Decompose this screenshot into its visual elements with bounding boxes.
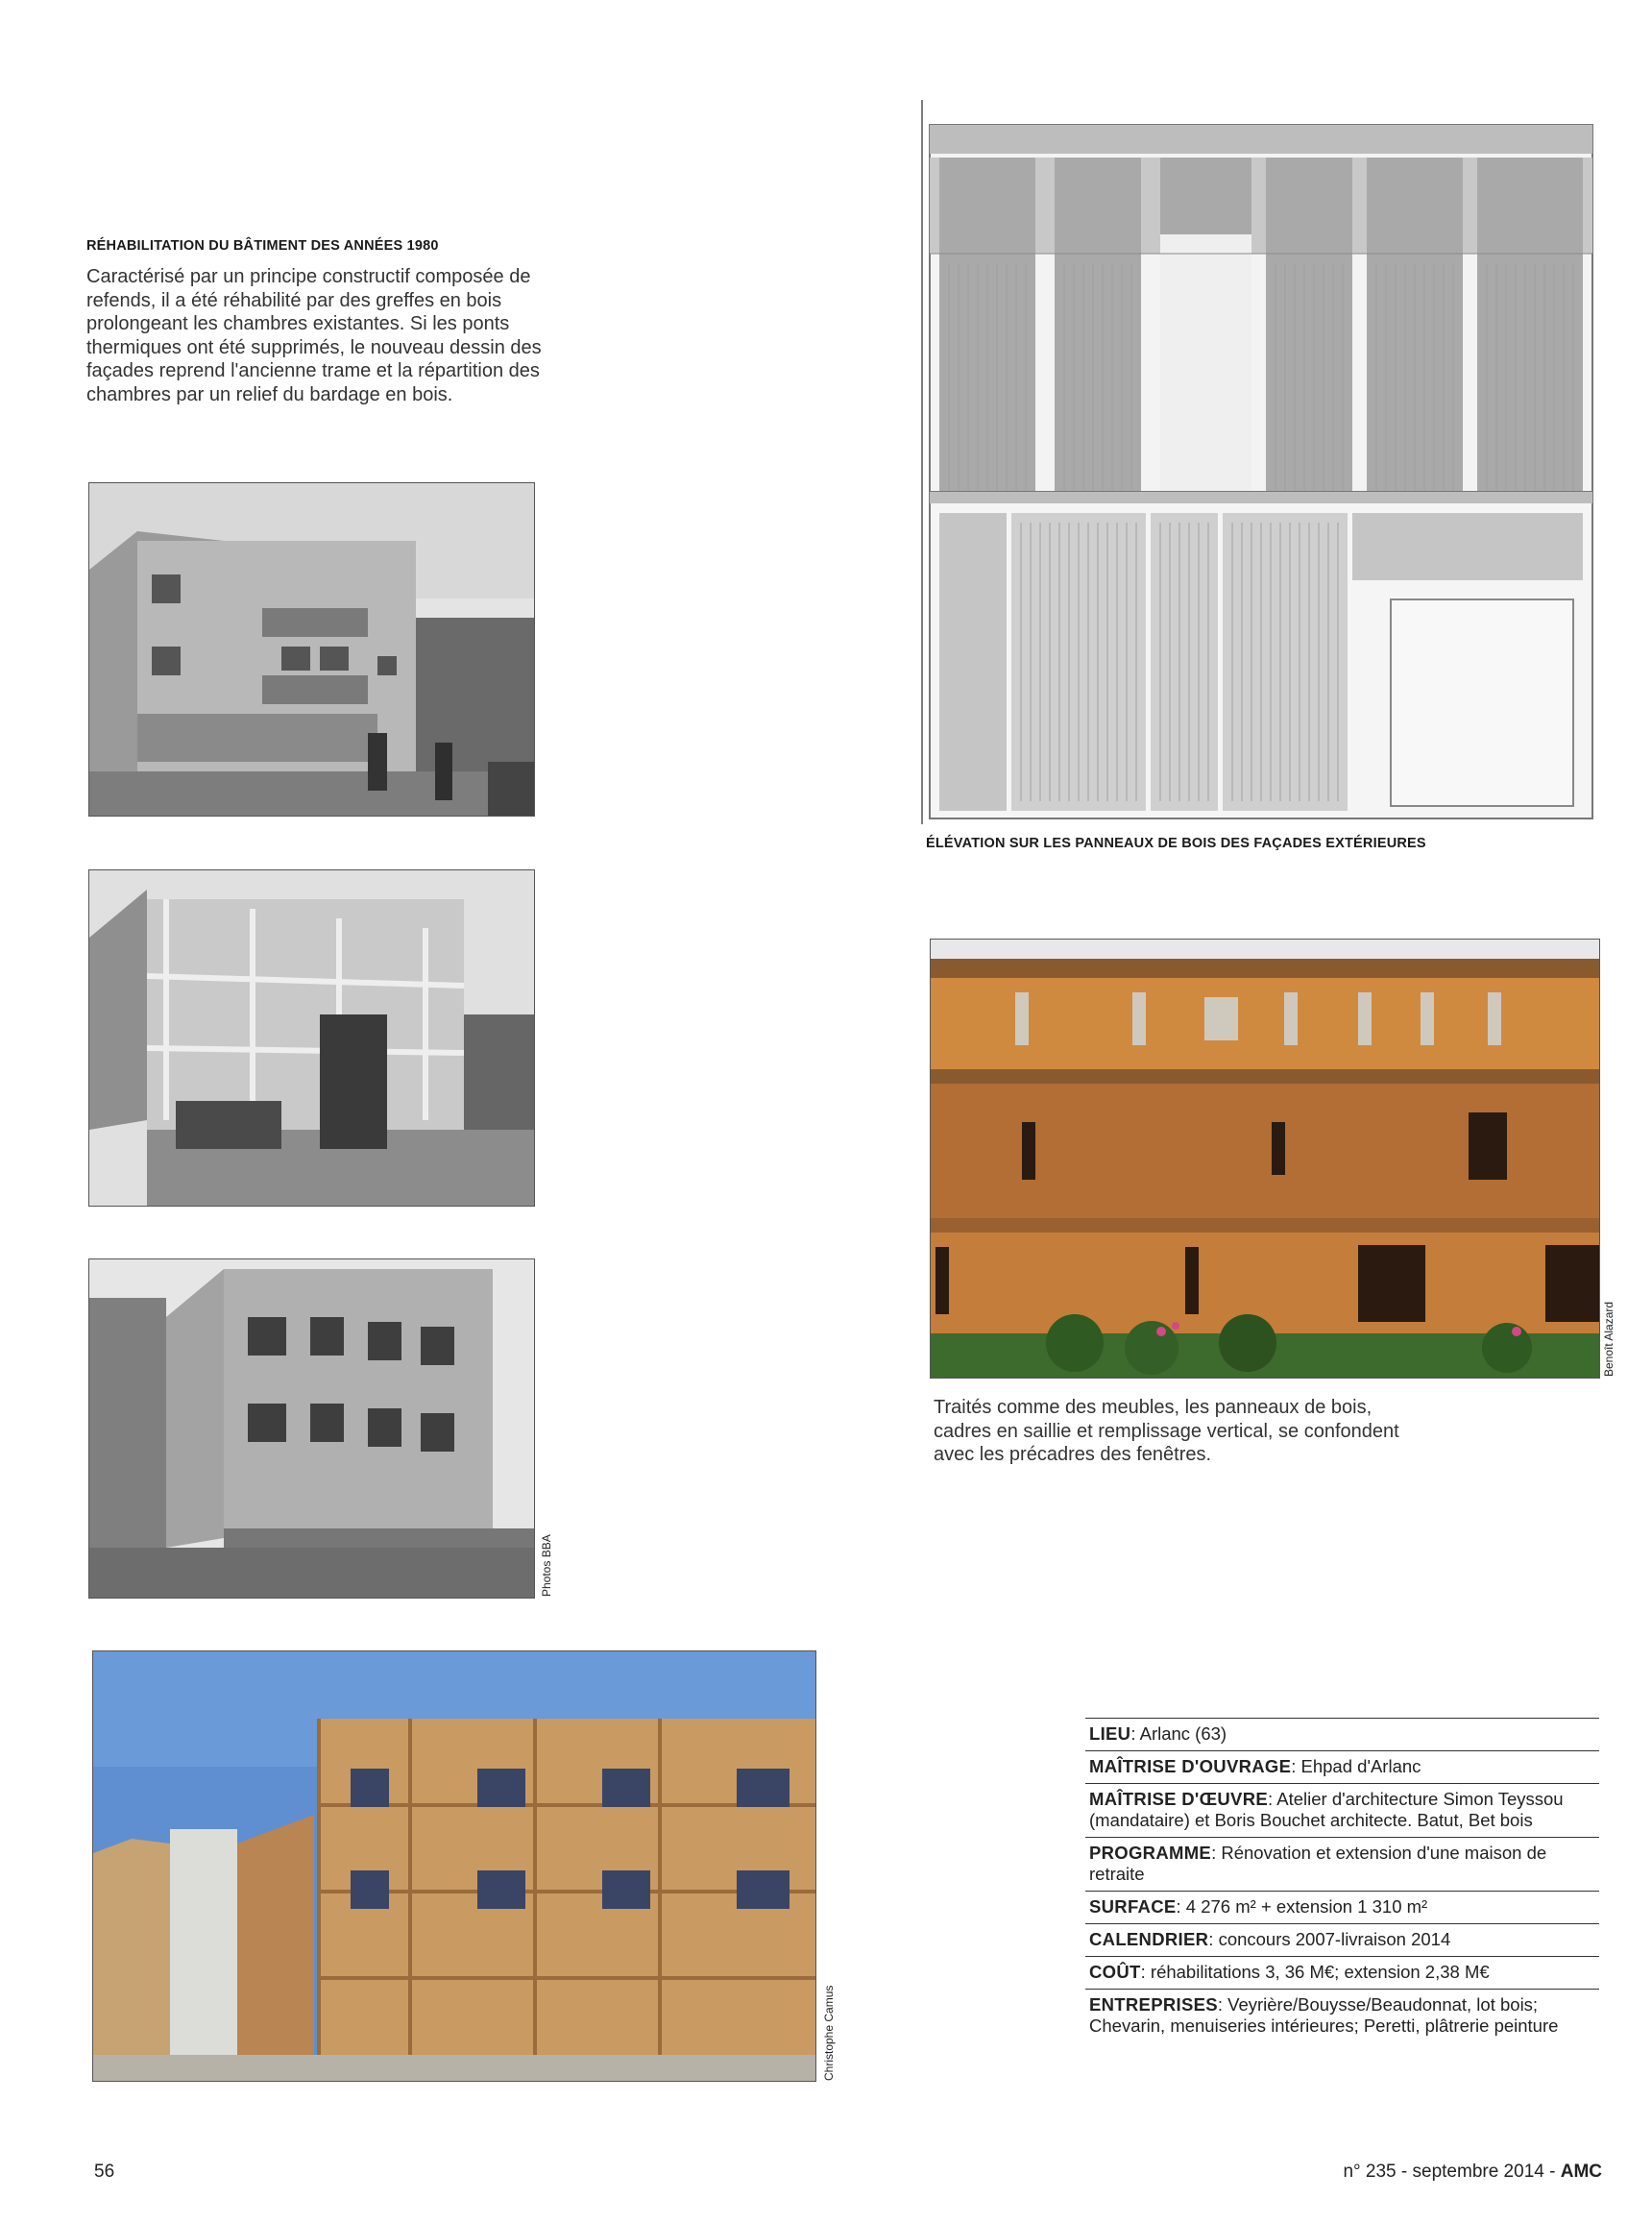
photo-credit-benoit: Benoît Alazard <box>1602 1301 1616 1377</box>
info-row-cout: COÛT: réhabilitations 3, 36 M€; extension 2,38 M€ <box>1085 1956 1599 1989</box>
info-row-calendrier: CALENDRIER: concours 2007-livraison 2014 <box>1085 1923 1599 1956</box>
photo-credit-bba: Photos BBA <box>540 1534 553 1597</box>
facade-caption: Traités comme des meubles, les panneaux de bois, cadres en saillie et remplissage vertical, se confondent avec les précadres des fenêtres. <box>934 1397 1399 1465</box>
elevation-caption: ÉLÉVATION SUR LES PANNEAUX DE BOIS DES FAÇADES EXTÉRIEURES <box>926 836 1426 851</box>
info-row-lieu: LIEU: Arlanc (63) <box>1085 1718 1599 1750</box>
photo-renovated-building <box>88 1258 535 1599</box>
info-row-surface: SURFACE: 4 276 m² + extension 1 310 m² <box>1085 1891 1599 1923</box>
intro-paragraph: Caractérisé par un principe constructif composée de refends, il a été réhabilité par des greffes en bois prolongeant les chambres existantes. Si les ponts thermiques ont été supprimés, le nouveau dessin des façades reprend l'ancienne trame et la répartition des chambres par un relief du bardage en bois. <box>86 266 542 405</box>
photo-wood-facade <box>930 939 1600 1379</box>
info-row-programme: PROGRAMME: Rénovation et extension d'une maison de retraite <box>1085 1837 1599 1891</box>
info-row-maitrise-oeuvre: MAÎTRISE D'ŒUVRE: Atelier d'architecture Simon Teyssou (mandataire) et Boris Bouchet architecte. Batut, Bet bois <box>1085 1783 1599 1837</box>
photo-credit-christophe: Christophe Camus <box>822 1985 836 2081</box>
photo-original-building <box>88 482 535 817</box>
info-row-entreprises: ENTREPRISES: Veyrière/Bouysse/Beaudonnat, lot bois; Chevarin, menuiseries intérieures; Peretti, plâtrerie peinture <box>1085 1989 1599 2042</box>
page-number: 56 <box>94 2162 115 2182</box>
info-row-maitrise-ouvrage: MAÎTRISE D'OUVRAGE: Ehpad d'Arlanc <box>1085 1750 1599 1783</box>
project-info-block <box>1085 1718 1599 2042</box>
photo-extension-facade <box>92 1650 816 2082</box>
photo-construction-stage <box>88 869 535 1207</box>
section-title: RÉHABILITATION DU BÂTIMENT DES ANNÉES 1980 <box>86 238 439 254</box>
magazine-name: AMC <box>1560 2162 1602 2182</box>
elevation-drawing <box>920 100 1597 824</box>
issue-footer: n° 235 - septembre 2014 - AMC <box>1343 2162 1602 2182</box>
